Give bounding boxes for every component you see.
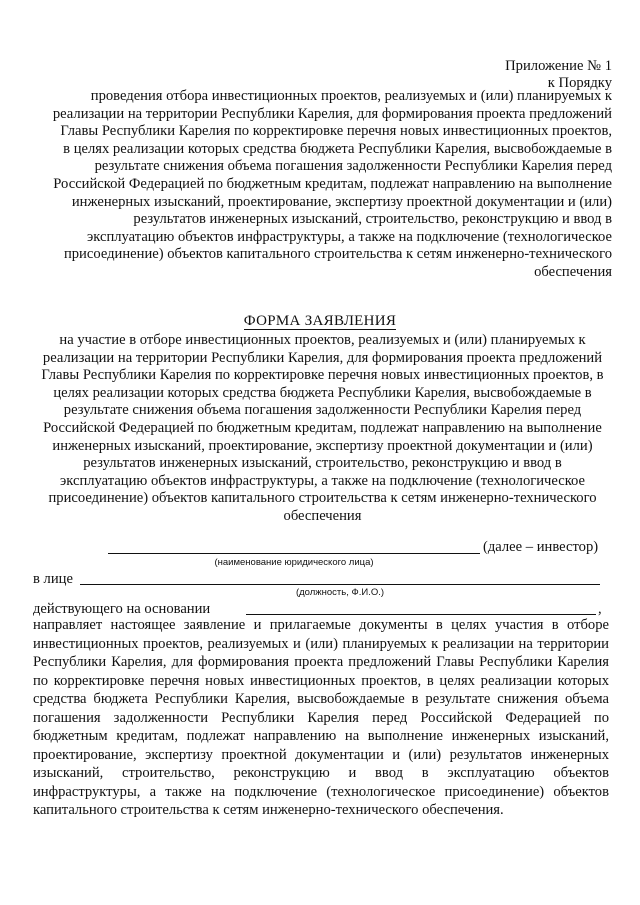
person-blank[interactable] [80, 584, 600, 585]
appendix-header [505, 58, 612, 92]
investor-caption: (наименование юридического лица) [214, 557, 374, 568]
appendix-label: Приложение № 1 [505, 58, 612, 74]
basis-blank[interactable] [246, 614, 596, 615]
investor-field-row [0, 539, 640, 559]
appendix-text: проведения отбора инвестиционных проектов, реализуемых и (или) планируемых к реализации на территории Республики Карелия, для формирования проекта предложений Главы Республики Карелия по корректировке перечня новых инвестиционных проектов, в целях реализации которых средства бюджета Республики Карелия, высвобождаемые в результате снижения объема погашения задолженности Республики Карелия перед Российской Федерацией по бюджетным кредитам, подлежат направлению на выполнение инженерных изысканий, проектирование, экспертизу проектной документации и (или) результатов инженерных изысканий, строительство, реконструкцию и ввод в эксплуатацию объектов инфраструктуры, а также на подключение (технологическое присоединение) объектов капитального строительства к сетям инженерно-технического обеспечения [52, 88, 612, 280]
basis-label: действующего на основании [33, 601, 211, 617]
investor-suffix: (далее – инвестор) [483, 539, 599, 555]
appendix-ref: к Порядку [547, 75, 612, 91]
form-subtitle: на участие в отборе инвестиционных проектов, реализуемых и (или) планируемых к реализации на территории Республики Карелия, для формирования проекта предложений Главы Республики Карелия по корректировке перечня новых инвестиционных проектов, в целях реализации которых средства бюджета Республики Карелия, высвобождаемые в результате снижения объема погашения задолженности Республики Карелия перед Российской Федерацией по бюджетным кредитам, подлежат направлению на выполнение инженерных изысканий, проектирование, экспертизу проектной документации и (или) результатов инженерных изысканий, строительство, реконструкцию и ввод в эксплуатацию объектов инфраструктуры, а также на подключение (технологическое присоединение) объектов капитального строительства к сетям инженерно-технического обеспечения [41, 332, 604, 524]
person-label: в лице [33, 571, 73, 587]
investor-name-blank[interactable] [108, 553, 480, 554]
form-title: ФОРМА ЗАЯВЛЕНИЯ [243, 313, 397, 329]
person-caption: (должность, Ф.И.О.) [295, 587, 385, 598]
basis-suffix: , [598, 601, 602, 617]
body-paragraph: направляет настоящее заявление и прилагаемые документы в целях участия в отборе инвестиционных проектов, реализуемых и (или) планируемых к реализации на территории Республики Карелия, для формирования проекта предложений Главы Республики Карелия по корректировке перечня новых инвестиционных проектов, в целях реализации которых средства бюджета Республики Карелия, высвобождаемые в результате снижения объема погашения задолженности Республики Карелия перед Российской Федерацией по бюджетным кредитам, подлежат направлению на выполнение инженерных изысканий, проектирование, экспертизу проектной документации и (или) результатов инженерных изысканий, строительство, реконструкцию и ввод в эксплуатацию объектов инфраструктуры, а также на подключение (технологическое присоединение) объектов капитального строительства к сетям инженерно-технического обеспечения. [33, 617, 609, 818]
